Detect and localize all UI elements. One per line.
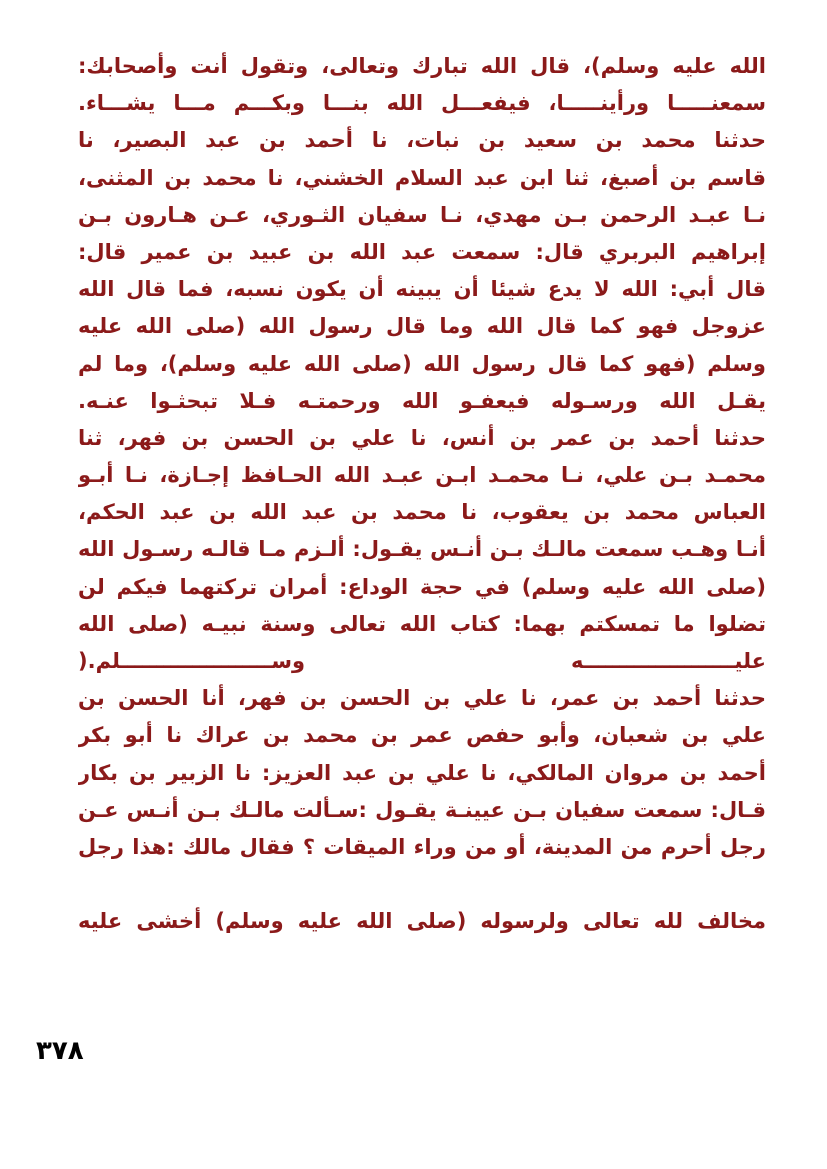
text-line: عليـــــــــــــــــــــه وســـــــــــــــــــــلم.( xyxy=(78,649,766,673)
text-line: إبراهيم البربري قال: سمعت عبد الله بن عبيد بن عمير قال: xyxy=(78,239,766,264)
text-line: أحمد بن مروان المالكي، نا علي بن عبد العزيز: نا الزبير بن بكار xyxy=(78,760,766,785)
text-line: الله عليه وسلم)، قال الله تبارك وتعالى، وتقول أنت وأصحابك: xyxy=(78,54,766,78)
text-line: حدثنا أحمد بن عمر بن أنس، نا علي بن الحسن بن فهر، ثنا xyxy=(78,425,766,450)
text-line: قال أبي: الله لا يدع شيئا أن يبينه أن يكون نسبه، فما قال الله xyxy=(78,277,766,302)
text-line: أنـا وهـب سمعت مالـك بـن أنـس يقـول: ألـزم مـا قالـه رسـول الله xyxy=(78,537,766,562)
body-text xyxy=(78,48,766,940)
text-line: عزوجل فهو كما قال الله وما قال رسول الله (صلى الله عليه xyxy=(78,314,766,339)
text-line: مخالف لله تعالى ولرسوله (صلى الله عليه وسلم) أخشى عليه xyxy=(78,909,766,934)
text-line: سمعنـــــا ورأينـــــا، فيفعـــل الله بنـــا وبكـــم مـــا يشـــاء. xyxy=(78,91,766,116)
text-line: محمـد بـن علي، نـا محمـد ابـن عبـد الله الحـافظ إجـازة، نـا أبـو xyxy=(78,463,766,488)
text-line: نـا عبـد الرحمن بـن مهدي، نـا سفيان الثـوري، عـن هـارون بـن xyxy=(78,202,766,227)
text-line: تضلوا ما تمسكتم بهما: كتاب الله تعالى وسنة نبيـه (صلى الله xyxy=(78,611,766,636)
text-line: قـال: سمعت سفيان بـن عيينـة يقـول :سـألت مالـك بـن أنـس عـن xyxy=(78,797,766,822)
text-line: يقـل الله ورسـوله فيعفـو الله ورحمتـه فـلا تبحثـوا عنـه. xyxy=(78,388,766,413)
text-line: قاسم بن أصبغ، ثنا ابن عبد السلام الخشني، نا محمد بن المثنى، xyxy=(78,165,766,190)
text-line: رجل أحرم من المدينة، أو من وراء الميقات ؟ فقال مالك :هذا رجل xyxy=(78,834,766,859)
text-line: علي بن شعبان، وأبو حفص عمر بن محمد بن عراك نا أبو بكر xyxy=(78,723,766,748)
text-line: حدثنا أحمد بن عمر، نا علي بن الحسن بن فهر، أنا الحسن بن xyxy=(78,686,766,711)
page-number: ٣٧٨ xyxy=(36,1036,84,1066)
text-line: (صلى الله عليه وسلم) في حجة الوداع: أمران تركتهما فيكم لن xyxy=(78,574,766,599)
text-line: وسلم (فهو كما قال رسول الله (صلى الله عليه وسلم)، وما لم xyxy=(78,351,766,376)
text-line: العباس محمد بن يعقوب، نا محمد بن عبد الله بن عبد الحكم، xyxy=(78,500,766,525)
text-line: حدثنا محمد بن سعيد بن نبات، نا أحمد بن عبد البصير، نا xyxy=(78,128,766,153)
